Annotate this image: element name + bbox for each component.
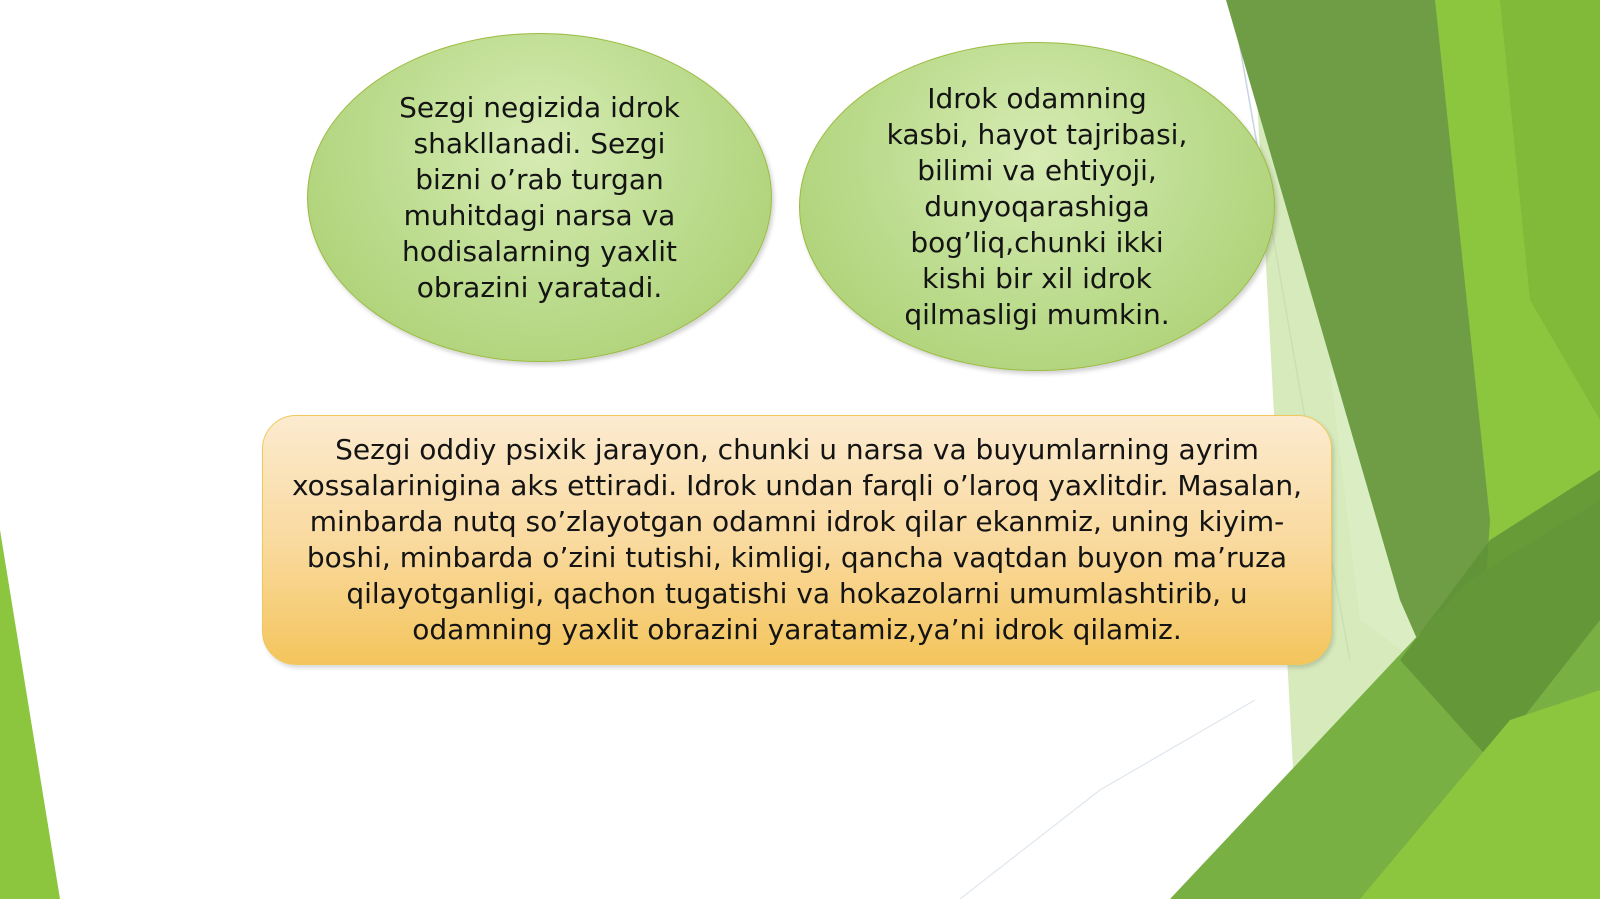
oval-idrok <box>799 42 1275 371</box>
explanation-text: Sezgi oddiy psixik jarayon, chunki u narsa va buyumlarning ayrim xossalarinigina aks ettiradi. Idrok undan farqli o’laroq yaxlitdir. Masalan, minbarda nutq so’zlayotgan odamni idrok qilar ekanmiz, uning kiyim- boshi, minbarda o’zini tutishi, kimligi, qancha vaqtdan buyon ma’ruza qilayotganligi, qachon tugatishi va hokazolarni umumlashtirib, u odamning yaxlit obrazini yaratamiz,ya’ni idrok qilamiz. <box>291 433 1303 646</box>
oval-sezgi-text: Sezgi negizida idrok shakllanadi. Sezgi bizni o’rab turgan muhitdagi narsa va hodisalarning yaxlit obrazini yaratadi. <box>399 90 680 304</box>
oval-sezgi <box>307 33 772 362</box>
explanation-box <box>262 415 1332 665</box>
oval-idrok-text: Idrok odamning kasbi, hayot tajribasi, bilimi va ehtiyoji, dunyoqarashiga bog’liq,chunki ikki kishi bir xil idrok qilmasligi mumkin. <box>886 81 1188 331</box>
left-green-shard <box>0 530 60 899</box>
